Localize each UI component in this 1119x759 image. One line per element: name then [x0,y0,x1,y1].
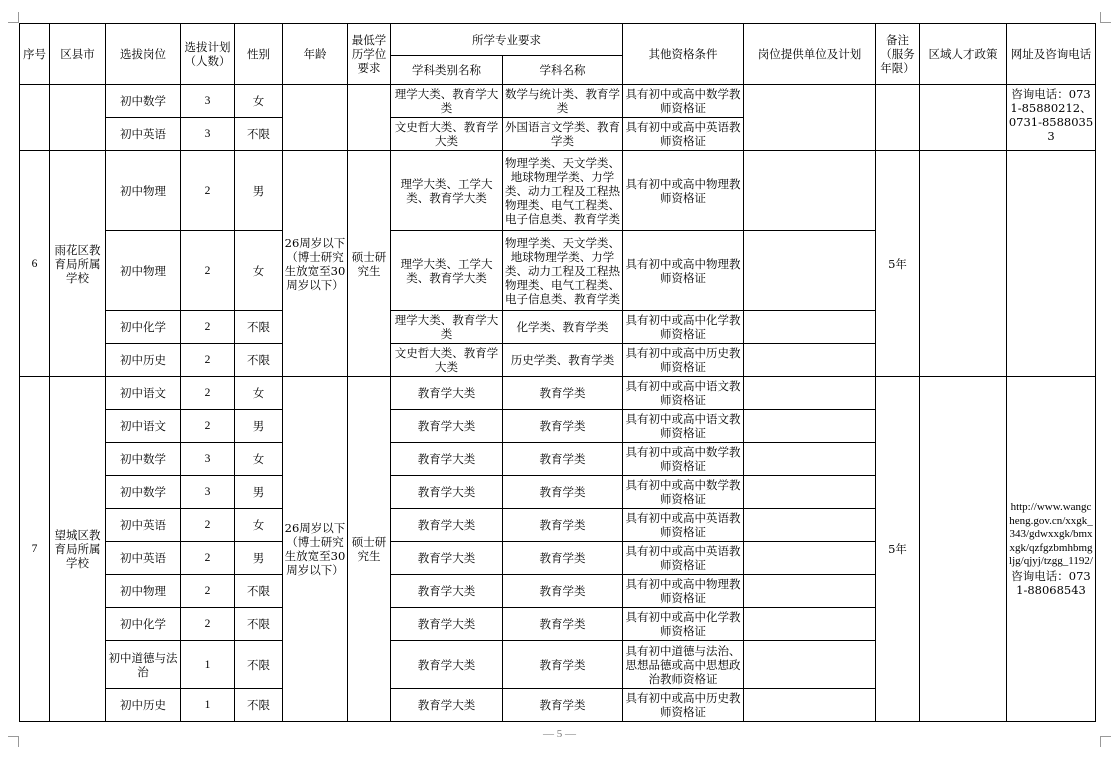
subject-cell: 教育学类 [503,509,623,542]
contact-phone: 咨询电话：0731-88068543 [1011,568,1091,597]
category-cell: 文史哲大类、教育学大类 [391,118,503,151]
age-cell: 26周岁以下（博士研究生放宽至30周岁以下） [283,377,348,722]
gender-cell: 女 [235,509,283,542]
category-cell: 教育学大类 [391,641,503,689]
district-cell: 雨花区教育局所属学校 [50,151,106,377]
header-plan: 选拔计划（人数） [181,24,235,85]
other-cell: 具有初中或高中历史教师资格证 [623,344,744,377]
header-other-qualifications: 其他资格条件 [623,24,744,85]
table-row [20,85,1096,118]
post-cell: 初中数学 [106,476,181,509]
post-cell: 初中英语 [106,118,181,151]
post-cell: 初中语文 [106,410,181,443]
header-degree: 最低学历学位要求 [348,24,391,85]
degree-cell: 硕士研究生 [348,377,391,722]
table-header-row [20,24,1096,56]
policy-cell-empty [920,151,1007,377]
post-cell: 初中语文 [106,377,181,410]
unit-cell [744,689,876,722]
gender-cell: 不限 [235,344,283,377]
subject-cell: 教育学类 [503,608,623,641]
unit-cell [744,410,876,443]
category-cell: 教育学大类 [391,410,503,443]
website-link[interactable]: http://www.wangcheng.gov.cn/xxgk_343/gdwxxgk/bmxxgk/qzfgzbmhbmgljg/qjyj/tzgg_1192/ [1009,501,1093,568]
subject-cell: 教育学类 [503,443,623,476]
district-cell: 望城区教育局所属学校 [50,377,106,722]
subject-cell: 化学类、教育学类 [503,311,623,344]
header-service-years: 备注（服务年限） [876,24,920,85]
note-cell: 5年 [876,377,920,722]
category-cell: 文史哲大类、教育学大类 [391,344,503,377]
header-subject: 学科名称 [503,56,623,85]
gender-cell: 不限 [235,575,283,608]
gender-cell: 男 [235,542,283,575]
other-cell: 具有初中或高中物理教师资格证 [623,575,744,608]
degree-cell-empty [348,85,391,151]
plan-cell: 2 [181,542,235,575]
subject-cell: 物理学类、天文学类、地球物理学类、力学类、动力工程及工程热物理类、电气工程类、电子信息类、教育学类 [503,151,623,231]
post-cell: 初中数学 [106,443,181,476]
unit-cell-empty [744,85,876,151]
category-cell: 理学大类、教育学大类 [391,85,503,118]
plan-cell: 2 [181,231,235,311]
other-cell: 具有初中或高中数学教师资格证 [623,443,744,476]
unit-cell [744,575,876,608]
district-cell-empty [50,85,106,151]
header-contact: 网址及咨询电话 [1007,24,1096,85]
gender-cell: 不限 [235,608,283,641]
category-cell: 理学大类、工学大类、教育学大类 [391,231,503,311]
plan-cell: 1 [181,689,235,722]
category-cell: 教育学大类 [391,608,503,641]
unit-cell [744,509,876,542]
post-cell: 初中英语 [106,509,181,542]
recruitment-table [19,23,1096,722]
subject-cell: 教育学类 [503,689,623,722]
age-cell: 26周岁以下（博士研究生放宽至30周岁以下） [283,151,348,377]
subject-cell: 外国语言文学类、教育学类 [503,118,623,151]
plan-cell: 3 [181,118,235,151]
unit-cell [744,443,876,476]
header-post: 选拔岗位 [106,24,181,85]
other-cell: 具有初中或高中语文教师资格证 [623,410,744,443]
note-cell: 5年 [876,151,920,377]
subject-cell: 历史学类、教育学类 [503,344,623,377]
table-row [20,151,1096,231]
post-cell: 初中道德与法治 [106,641,181,689]
gender-cell: 男 [235,476,283,509]
gender-cell: 女 [235,85,283,118]
gender-cell: 女 [235,443,283,476]
unit-cell [744,151,876,231]
note-cell-empty [876,85,920,151]
table-row [20,377,1096,410]
header-talent-policy: 区域人才政策 [920,24,1007,85]
unit-cell [744,641,876,689]
category-cell: 教育学大类 [391,377,503,410]
plan-cell: 2 [181,377,235,410]
header-gender: 性别 [235,24,283,85]
contact-cell-5: 咨询电话：0731-85880212、0731-85880353 [1007,85,1096,151]
other-cell: 具有初中或高中数学教师资格证 [623,85,744,118]
header-district: 区县市 [50,24,106,85]
crop-mark-top-right [1100,12,1111,23]
other-cell: 具有初中或高中英语教师资格证 [623,509,744,542]
unit-cell [744,476,876,509]
subject-cell: 教育学类 [503,410,623,443]
header-seq: 序号 [20,24,50,85]
post-cell: 初中物理 [106,231,181,311]
gender-cell: 男 [235,410,283,443]
category-cell: 理学大类、教育学大类 [391,311,503,344]
subject-cell: 教育学类 [503,476,623,509]
post-cell: 初中化学 [106,311,181,344]
other-cell: 具有初中或高中物理教师资格证 [623,151,744,231]
gender-cell: 不限 [235,641,283,689]
post-cell: 初中数学 [106,85,181,118]
plan-cell: 2 [181,344,235,377]
contact-cell-empty [1007,151,1096,377]
policy-cell-empty [920,377,1007,722]
unit-cell [744,311,876,344]
post-cell: 初中化学 [106,608,181,641]
category-cell: 教育学大类 [391,575,503,608]
policy-cell-empty [920,85,1007,151]
gender-cell: 男 [235,151,283,231]
other-cell: 具有初中或高中数学教师资格证 [623,476,744,509]
other-cell: 具有初中或高中语文教师资格证 [623,377,744,410]
category-cell: 教育学大类 [391,476,503,509]
unit-cell [744,377,876,410]
subject-cell: 教育学类 [503,641,623,689]
gender-cell: 不限 [235,311,283,344]
category-cell: 教育学大类 [391,542,503,575]
post-cell: 初中英语 [106,542,181,575]
contact-cell-7 [1007,377,1096,722]
category-cell: 理学大类、工学大类、教育学大类 [391,151,503,231]
plan-cell: 3 [181,443,235,476]
plan-cell: 2 [181,311,235,344]
other-cell: 具有初中或高中历史教师资格证 [623,689,744,722]
plan-cell: 3 [181,476,235,509]
header-provider-unit: 岗位提供单位及计划 [744,24,876,85]
seq-cell: 7 [20,377,50,722]
other-cell: 具有初中或高中英语教师资格证 [623,542,744,575]
plan-cell: 2 [181,608,235,641]
plan-cell: 2 [181,575,235,608]
unit-cell [744,231,876,311]
plan-cell: 2 [181,410,235,443]
gender-cell: 女 [235,231,283,311]
degree-cell: 硕士研究生 [348,151,391,377]
crop-mark-top-left [8,12,19,23]
header-major-requirement: 所学专业要求 [391,24,623,56]
plan-cell: 2 [181,151,235,231]
subject-cell: 教育学类 [503,377,623,410]
gender-cell: 不限 [235,689,283,722]
unit-cell [744,542,876,575]
category-cell: 教育学大类 [391,509,503,542]
unit-cell [744,608,876,641]
unit-cell [744,344,876,377]
post-cell: 初中历史 [106,689,181,722]
other-cell: 具有初中道德与法治、思想品德或高中思想政治教师资格证 [623,641,744,689]
subject-cell: 教育学类 [503,575,623,608]
other-cell: 具有初中或高中物理教师资格证 [623,231,744,311]
plan-cell: 2 [181,509,235,542]
subject-cell: 数学与统计类、教育学类 [503,85,623,118]
other-cell: 具有初中或高中英语教师资格证 [623,118,744,151]
category-cell: 教育学大类 [391,443,503,476]
other-cell: 具有初中或高中化学教师资格证 [623,608,744,641]
subject-cell: 教育学类 [503,542,623,575]
plan-cell: 3 [181,85,235,118]
other-cell: 具有初中或高中化学教师资格证 [623,311,744,344]
category-cell: 教育学大类 [391,689,503,722]
header-age: 年龄 [283,24,348,85]
post-cell: 初中历史 [106,344,181,377]
age-cell-empty [283,85,348,151]
page-number: — 5 — [543,728,576,740]
plan-cell: 1 [181,641,235,689]
subject-cell: 物理学类、天文学类、地球物理学类、力学类、动力工程及工程热物理类、电气工程类、电子信息类、教育学类 [503,231,623,311]
seq-cell: 6 [20,151,50,377]
gender-cell: 女 [235,377,283,410]
header-category: 学科类别名称 [391,56,503,85]
seq-cell-empty [20,85,50,151]
gender-cell: 不限 [235,118,283,151]
post-cell: 初中物理 [106,151,181,231]
post-cell: 初中物理 [106,575,181,608]
